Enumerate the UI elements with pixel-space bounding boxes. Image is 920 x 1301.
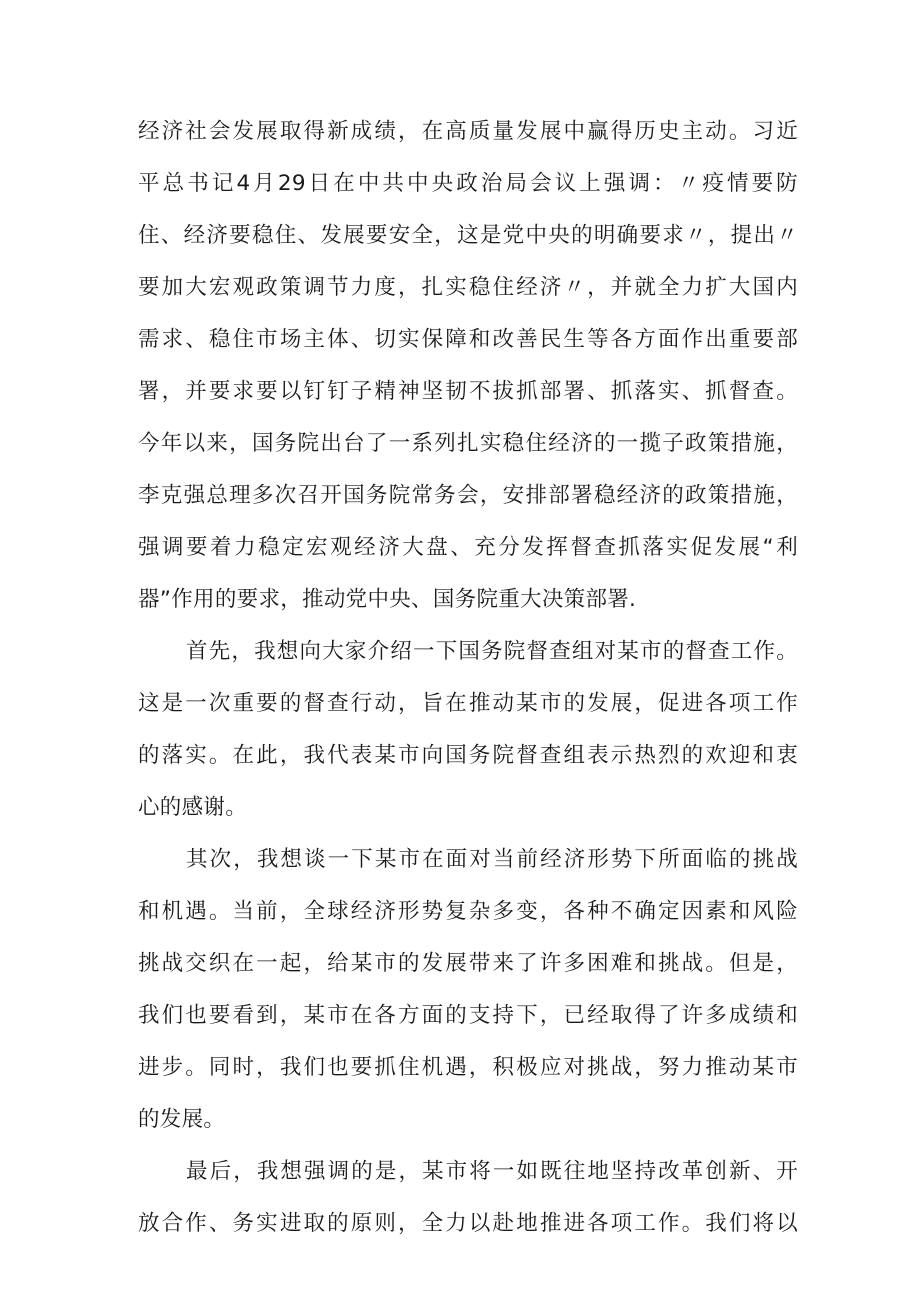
- text-line: 我们也要看到，某市在各方面的支持下，已经取得了许多成绩和: [138, 1003, 798, 1028]
- text-line: 这是一次重要的督查行动，旨在推动某市的发展，促进各项工作: [138, 691, 798, 716]
- text-line: 今年以来，国务院出台了一系列扎实稳住经济的一揽子政策措施，: [138, 431, 798, 456]
- text-line: 需求、稳住市场主体、切实保障和改善民生等各方面作出重要部: [138, 327, 798, 352]
- text-line: 和机遇。当前，全球经济形势复杂多变，各种不确定因素和风险: [138, 899, 798, 924]
- text-line: 住、经济要稳住、发展要安全，这是党中央的明确要求〃，提出〃: [138, 223, 798, 248]
- text-line: 放合作、务实进取的原则，全力以赴地推进各项工作。我们将以: [138, 1211, 798, 1236]
- text-line: 器”作用的要求，推动党中央、国务院重大决策部署.: [138, 587, 637, 612]
- text-line: 李克强总理多次召开国务院常务会，安排部署稳经济的政策措施，: [138, 483, 798, 508]
- text-line: 平总书记4月29日在中共中央政治局会议上强调：〃疫情要防: [138, 171, 798, 196]
- paragraph-first-line: 首先，我想向大家介绍一下国务院督查组对某市的督查工作。: [186, 639, 798, 664]
- paragraph-first-line: 最后，我想强调的是，某市将一如既往地坚持改革创新、开: [186, 1159, 798, 1184]
- paragraph-first-line: 其次，我想谈一下某市在面对当前经济形势下所面临的挑战: [186, 847, 798, 872]
- text-line: 进步。同时，我们也要抓住机遇，积极应对挑战，努力推动某市: [138, 1055, 798, 1080]
- text-line: 挑战交织在一起，给某市的发展带来了许多困难和挑战。但是，: [138, 951, 798, 976]
- text-line: 经济社会发展取得新成绩，在高质量发展中赢得历史主动。习近: [138, 119, 798, 144]
- text-line: 要加大宏观政策调节力度，扎实稳住经济〃，并就全力扩大国内: [138, 275, 798, 300]
- text-line: 的发展。: [138, 1107, 226, 1132]
- text-line: 心的感谢。: [138, 795, 248, 820]
- text-line: 署，并要求要以钉钉子精神坚韧不拔抓部署、抓落实、抓督查。: [138, 379, 798, 404]
- text-line: 强调要着力稳定宏观经济大盘、充分发挥督查抓落实促发展“利: [138, 535, 798, 560]
- text-line: 的落实。在此，我代表某市向国务院督查组表示热烈的欢迎和衷: [138, 743, 798, 768]
